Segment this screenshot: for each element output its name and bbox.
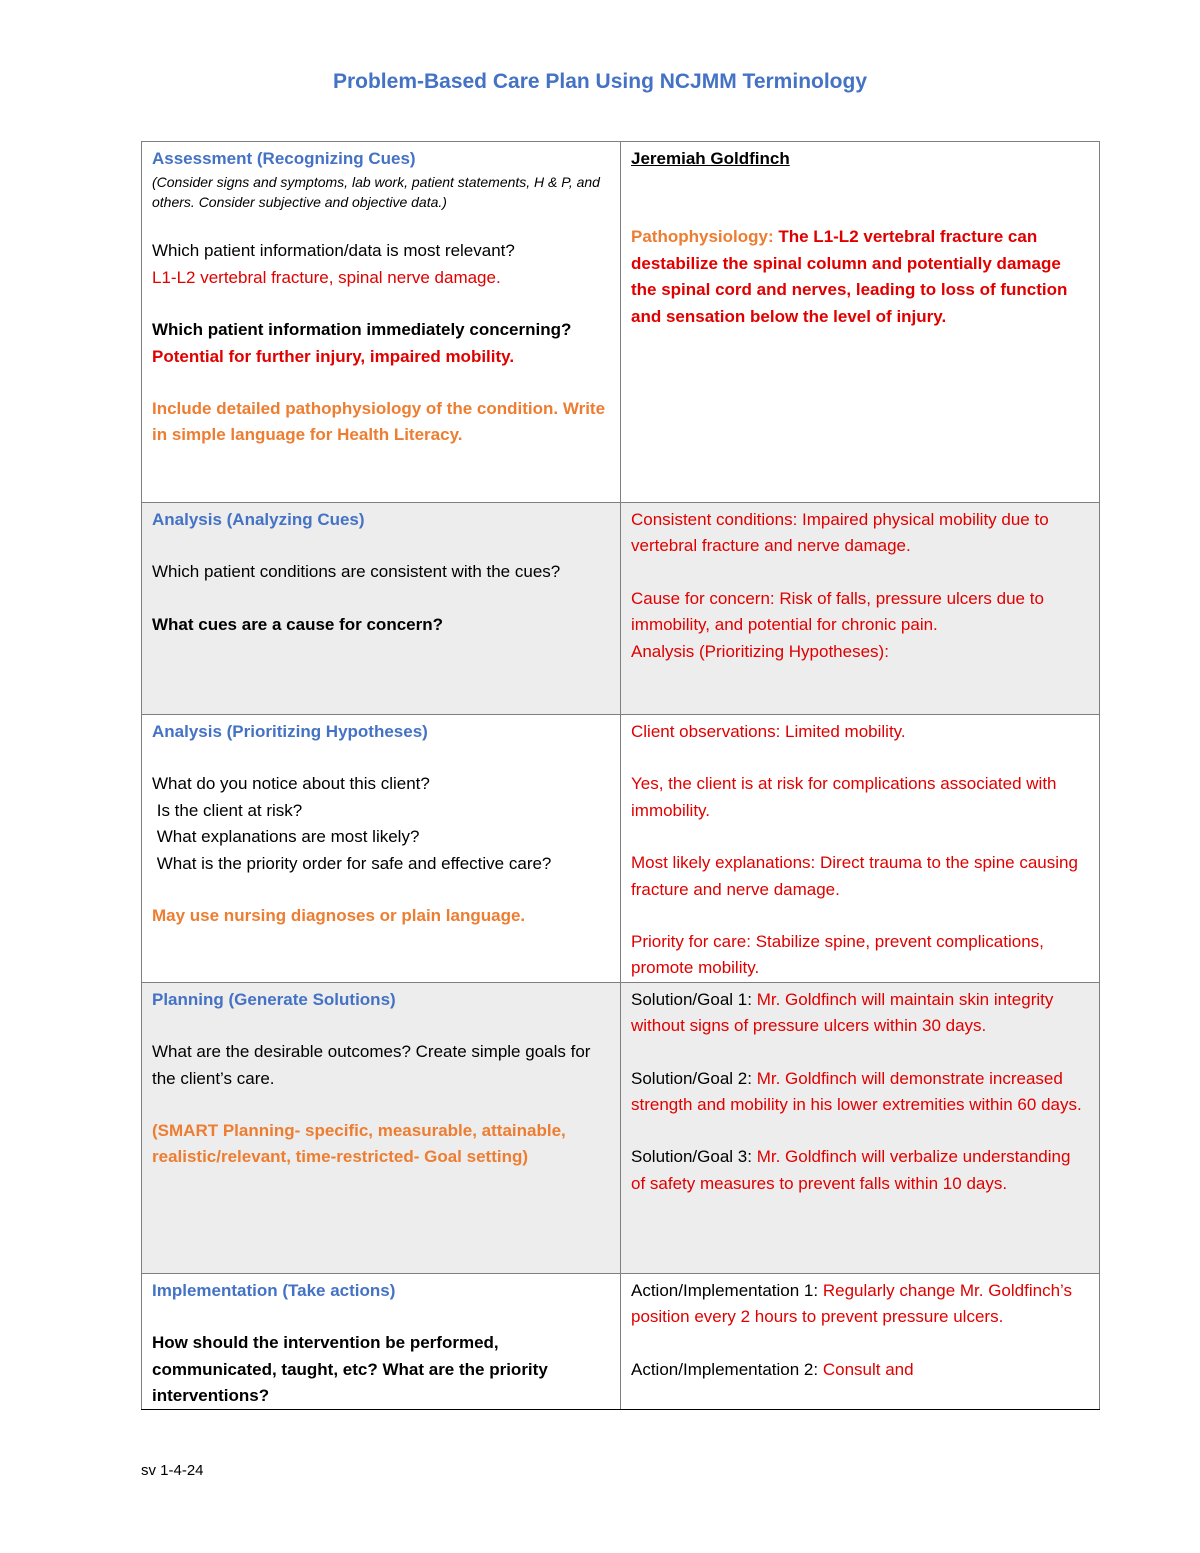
goal-3-label: Solution/Goal 3: bbox=[631, 1147, 752, 1167]
pathophysiology-text: The L1-L2 vertebral fracture can destabilize the spinal column and potentially damage the spinal cord and nerves, leading to loss of function and sensation below the level of injury. bbox=[631, 227, 1068, 326]
prioritizing-question-notice: What do you notice about this client? bbox=[152, 774, 430, 794]
planning-question-outcomes: What are the desirable outcomes? Create simple goals for the client’s care. bbox=[152, 1042, 591, 1088]
assessment-answer-relevant: L1-L2 vertebral fracture, spinal nerve damage. bbox=[152, 267, 501, 287]
assessment-question-relevant: Which patient information/data is most relevant? bbox=[152, 241, 515, 261]
implementation-prompt-cell bbox=[142, 1273, 621, 1410]
goal-2 bbox=[631, 1066, 1089, 1119]
prioritizing-question-explanations: What explanations are most likely? bbox=[152, 827, 420, 847]
analysis-question-consistent: Which patient conditions are consistent with the cues? bbox=[152, 562, 561, 582]
footer-version: sv 1-4-24 bbox=[141, 1462, 204, 1479]
goal-2-label: Solution/Goal 2: bbox=[631, 1068, 752, 1088]
prioritizing-question-risk: Is the client at risk? bbox=[152, 800, 303, 820]
planning-instruction: (SMART Planning- specific, measurable, attainable, realistic/relevant, time-restricted- Goal setting) bbox=[152, 1121, 566, 1167]
goal-2-text: Mr. Goldfinch will demonstrate increased strength and mobility in his lower extremities within 60 days. bbox=[631, 1068, 1082, 1115]
prioritizing-question-priority: What is the priority order for safe and effective care? bbox=[152, 853, 552, 873]
planning-response-cell bbox=[621, 982, 1100, 1273]
planning-heading: Planning (Generate Solutions) bbox=[152, 989, 396, 1009]
analysis-answer-hypotheses: Analysis (Prioritizing Hypotheses): bbox=[631, 641, 889, 661]
implementation-question: How should the intervention be performed, communicated, taught, etc? What are the priority interventions? bbox=[152, 1333, 548, 1406]
assessment-response-cell bbox=[621, 142, 1100, 503]
prioritizing-answer-explanations: Most likely explanations: Direct trauma to the spine causing fracture and nerve damage. bbox=[631, 853, 1078, 899]
analysis-answer-concern: Cause for concern: Risk of falls, pressure ulcers due to immobility, and potential for chronic pain. bbox=[631, 588, 1044, 635]
action-2-label: Action/Implementation 2: bbox=[631, 1359, 819, 1379]
prioritizing-response-cell bbox=[621, 715, 1100, 983]
action-2-text: Consult and bbox=[822, 1359, 914, 1379]
assessment-heading: Assessment (Recognizing Cues) bbox=[152, 149, 416, 168]
goal-3-text: Mr. Goldfinch will verbalize understanding of safety measures to prevent falls within 10 days. bbox=[631, 1147, 1071, 1193]
assessment-prompt-cell bbox=[142, 142, 621, 503]
action-2 bbox=[631, 1357, 1089, 1383]
planning-prompt-cell bbox=[142, 982, 621, 1273]
goal-3 bbox=[631, 1144, 1089, 1197]
assessment-instruction: Include detailed pathophysiology of the condition. Write in simple language for Health Literacy. bbox=[152, 399, 606, 445]
assessment-concern-block bbox=[152, 317, 610, 370]
goal-1 bbox=[631, 987, 1089, 1040]
prioritizing-heading: Analysis (Prioritizing Hypotheses) bbox=[152, 722, 428, 741]
prioritizing-prompt-cell bbox=[142, 715, 621, 983]
prioritizing-answer-risk: Yes, the client is at risk for complications associated with immobility. bbox=[631, 774, 1057, 820]
implementation-heading: Implementation (Take actions) bbox=[152, 1280, 396, 1300]
analysis-prompt-cell bbox=[142, 503, 621, 715]
prioritizing-answer-observations: Client observations: Limited mobility. bbox=[631, 722, 906, 741]
assessment-answer-concern: Potential for further injury, impaired mobility. bbox=[152, 346, 515, 366]
page-title: Problem-Based Care Plan Using NCJMM Terminology bbox=[332, 70, 868, 93]
analysis-answer-consistent: Consistent conditions: Impaired physical mobility due to vertebral fracture and nerve damage. bbox=[631, 510, 1049, 556]
action-1-label: Action/Implementation 1: bbox=[631, 1280, 819, 1300]
analysis-response-cell bbox=[621, 503, 1100, 715]
action-1-text: Regularly change Mr. Goldfinch’s position every 2 hours to prevent pressure ulcers. bbox=[631, 1280, 1072, 1327]
assessment-note: (Consider signs and symptoms, lab work, patient statements, H & P, and others. Consider subjective and objective data.) bbox=[152, 174, 600, 211]
goal-1-label: Solution/Goal 1: bbox=[631, 989, 752, 1009]
implementation-response-cell bbox=[621, 1273, 1100, 1410]
goal-1-text: Mr. Goldfinch will maintain skin integrity without signs of pressure ulcers within 30 days. bbox=[631, 989, 1054, 1036]
pathophysiology-label: Pathophysiology: bbox=[631, 227, 774, 247]
pathophysiology-block bbox=[631, 224, 1089, 330]
patient-name: Jeremiah Goldfinch bbox=[631, 149, 790, 168]
analysis-question-concern: What cues are a cause for concern? bbox=[152, 614, 443, 634]
care-plan-table bbox=[141, 141, 1100, 1410]
prioritizing-answer-priority: Priority for care: Stabilize spine, prevent complications, promote mobility. bbox=[631, 932, 1044, 978]
action-1 bbox=[631, 1278, 1089, 1331]
prioritizing-instruction: May use nursing diagnoses or plain language. bbox=[152, 906, 526, 926]
analysis-heading: Analysis (Analyzing Cues) bbox=[152, 510, 365, 529]
assessment-question-concern: Which patient information immediately concerning? bbox=[152, 320, 572, 340]
